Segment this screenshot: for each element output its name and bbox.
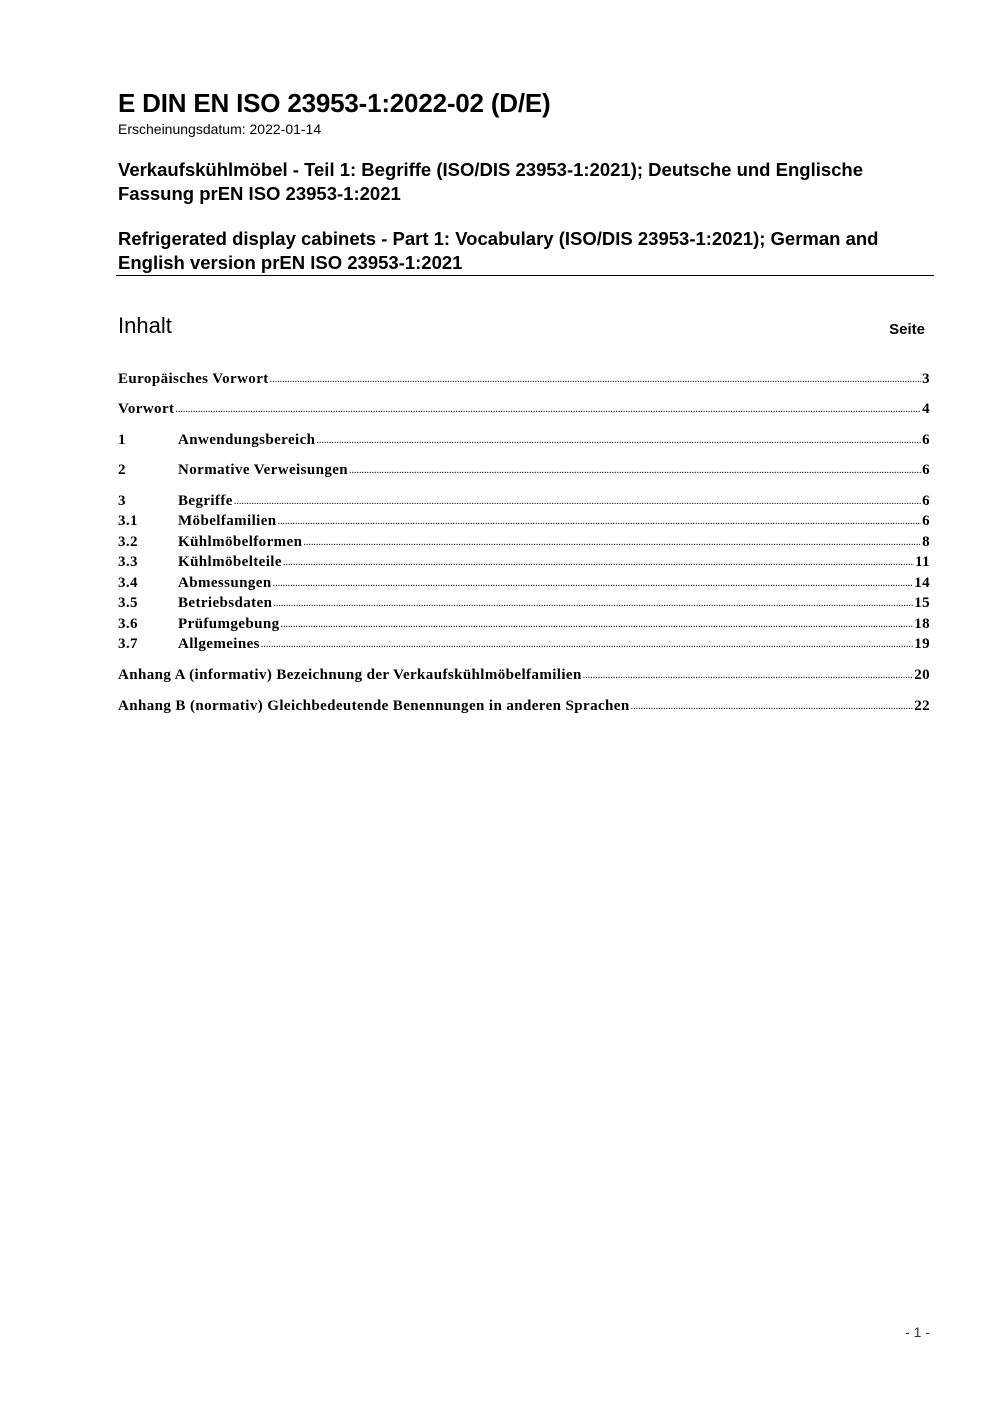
toc-entry-3-5[interactable] xyxy=(118,595,930,615)
toc-entry-page: 6 xyxy=(922,513,930,529)
toc-entry-3-2[interactable] xyxy=(118,534,930,554)
toc-leader-dots xyxy=(273,594,913,611)
toc-entry-text: Allgemeines xyxy=(178,636,260,652)
toc-entry-page: 6 xyxy=(922,493,930,509)
toc-entry-page: 14 xyxy=(914,575,930,591)
toc-entry-text: Europäisches Vorwort xyxy=(118,371,269,387)
toc-entry-page: 6 xyxy=(922,462,930,478)
toc-leader-dots xyxy=(280,615,913,632)
toc-entry-text: Anhang B (normativ) Gleichbedeutende Benennungen in anderen Sprachen xyxy=(118,698,630,714)
toc-entry-text: Begriffe xyxy=(178,493,233,509)
toc-entry-2[interactable] xyxy=(118,462,930,482)
toc-entry-3[interactable] xyxy=(118,493,930,513)
toc-entry-number: 3.2 xyxy=(118,534,138,550)
toc-entry-number: 2 xyxy=(118,462,126,478)
toc-entry-europaeisches-vorwort[interactable] xyxy=(118,371,930,391)
toc-entry-number: 3.1 xyxy=(118,513,138,529)
toc-leader-dots xyxy=(631,697,914,714)
toc-leader-dots xyxy=(273,574,914,591)
toc-entry-page: 4 xyxy=(922,401,930,417)
toc-entry-text: Kühlmöbelteile xyxy=(178,554,282,570)
title-german: Verkaufskühlmöbel - Teil 1: Begriffe (ISO/DIS 23953-1:2021); Deutsche und Englische Fassung prEN ISO 23953-1:2021 xyxy=(118,159,864,204)
toc-leader-dots xyxy=(175,400,921,417)
toc-entry-text: Betriebsdaten xyxy=(178,595,273,611)
toc-entry-page: 20 xyxy=(914,667,930,683)
toc-entry-3-3[interactable] xyxy=(118,554,930,574)
toc-entry-text: Anwendungsbereich xyxy=(178,432,316,448)
page-number: - 1 - xyxy=(905,1324,930,1340)
toc-entry-page: 3 xyxy=(922,371,930,387)
toc-leader-dots xyxy=(349,461,921,478)
toc-entry-page: 11 xyxy=(915,554,930,570)
toc-entry-number: 3.5 xyxy=(118,595,138,611)
toc-leader-dots xyxy=(270,370,921,387)
header-divider xyxy=(116,275,934,276)
toc-leader-dots xyxy=(234,492,921,509)
toc-entry-3-6[interactable] xyxy=(118,616,930,636)
toc-entry-page: 8 xyxy=(922,534,930,550)
document-id: E DIN EN ISO 23953-1:2022-02 (D/E) xyxy=(118,88,551,118)
toc-entry-number: 3.7 xyxy=(118,636,138,652)
toc-leader-dots xyxy=(316,431,921,448)
toc-entry-number: 1 xyxy=(118,432,126,448)
toc-entry-text: Vorwort xyxy=(118,401,175,417)
toc-entry-anhang-a[interactable] xyxy=(118,667,930,687)
title-english: Refrigerated display cabinets - Part 1: Vocabulary (ISO/DIS 23953-1:2021); German and English version prEN ISO 23953-1:2021 xyxy=(118,228,879,273)
toc-entry-3-7[interactable] xyxy=(118,636,930,656)
toc-leader-dots xyxy=(583,666,913,683)
toc-entry-3-4[interactable] xyxy=(118,575,930,595)
toc-entry-3-1[interactable] xyxy=(118,513,930,533)
toc-entry-1[interactable] xyxy=(118,432,930,452)
toc-entry-text: Prüfumgebung xyxy=(178,616,280,632)
toc-entry-page: 15 xyxy=(914,595,930,611)
toc-entry-number: 3.3 xyxy=(118,554,138,570)
toc-entry-anhang-b[interactable] xyxy=(118,698,930,718)
toc-entry-text: Normative Verweisungen xyxy=(178,462,349,478)
toc-entry-number: 3.6 xyxy=(118,616,138,632)
toc-leader-dots xyxy=(303,533,921,550)
toc-entry-page: 22 xyxy=(914,698,930,714)
toc-entry-page: 19 xyxy=(914,636,930,652)
toc-entry-vorwort[interactable] xyxy=(118,401,930,421)
toc-entry-text: Abmessungen xyxy=(178,575,272,591)
publication-date: Erscheinungsdatum: 2022-01-14 xyxy=(118,121,322,137)
toc-entry-text: Anhang A (informativ) Bezeichnung der Verkaufskühlmöbelfamilien xyxy=(118,667,582,683)
toc-leader-dots xyxy=(278,512,922,529)
toc-entry-page: 18 xyxy=(914,616,930,632)
toc-leader-dots xyxy=(283,553,914,570)
toc-entry-text: Kühlmöbelformen xyxy=(178,534,303,550)
toc-leader-dots xyxy=(261,635,913,652)
toc-page-label: Seite xyxy=(889,321,925,338)
toc-entry-number: 3.4 xyxy=(118,575,138,591)
toc-heading: Inhalt xyxy=(118,313,172,338)
toc-entry-page: 6 xyxy=(922,432,930,448)
toc-entry-text: Möbelfamilien xyxy=(178,513,277,529)
toc-entry-number: 3 xyxy=(118,493,126,509)
